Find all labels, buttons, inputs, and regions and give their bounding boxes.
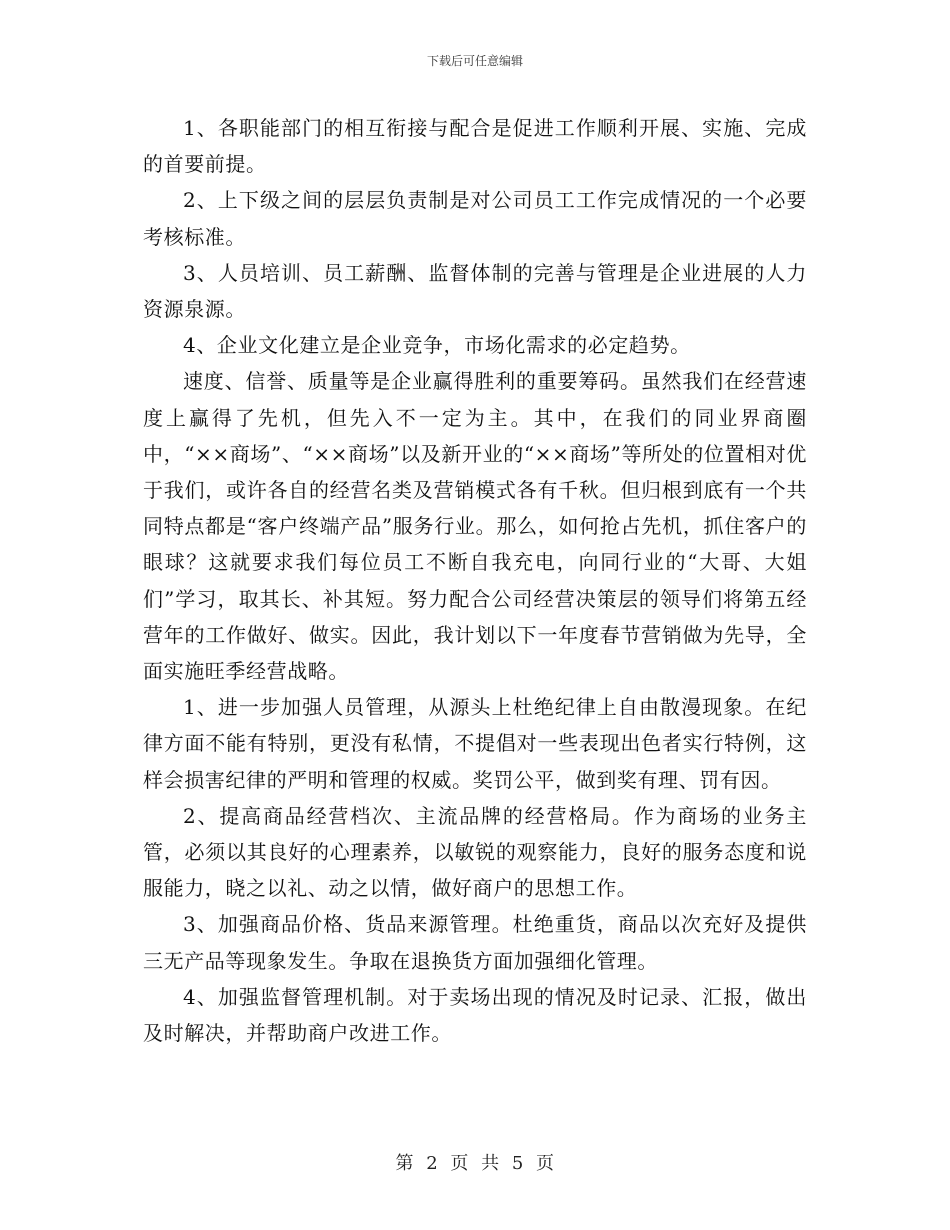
document-body [143,110,807,1051]
paragraph-6: 1、进一步加强人员管理，从源头上杜绝纪律上自由散漫现象。在纪律方面不能有特别，更没有私情，不提倡对一些表现出色者实行特例，这样会损害纪律的严明和管理的权威。奖罚公平，做到奖有理、罚有因。 [143,695,807,792]
paragraph-7: 2、提高商品经营档次、主流品牌的经营格局。作为商场的业务主管，必须以其良好的心理素养，以敏锐的观察能力，良好的服务态度和说服能力，晓之以礼、动之以情，做好商户的思想工作。 [143,803,807,901]
footer-total-label: 页 [536,1153,555,1174]
paragraph-4: 4、企业文化建立是企业竞争，市场化需求的必定趋势。 [183,333,691,358]
paragraph-3: 3、人员培训、员工薪酬、监督体制的完善与管理是企业进展的人力资源泉源。 [143,260,807,322]
footer-prefix: 第 [395,1153,414,1174]
current-page-number: 2 [426,1153,439,1174]
paragraph-8: 3、加强商品价格、货品来源管理。杜绝重货，商品以次充好及提供三无产品等现象发生。争取在退换货方面加强细化管理。 [143,912,807,973]
page-number-footer [0,1153,950,1175]
paragraph-9: 4、加强监督管理机制。对于卖场出现的情况及时记录、汇报，做出及时解决，并帮助商户改进工作。 [143,984,807,1046]
paragraph-5: 速度、信誉、质量等是企业赢得胜利的重要筹码。虽然我们在经营速度上赢得了先机，但先入不一定为主。其中，在我们的同业界商圈中，“××商场”、“××商场”以及新开业的“××商场”等所处的位置相对优于我们，或许各自的经营名类及营销模式各有千秋。但归根到底有一个共同特点都是“客户终端产品”服务行业。那么，如何抢占先机，抓住客户的眼球？这就要求我们每位员工不断自我充电，向同行业的“大哥、大姐们”学习，取其长、补其短。努力配合公司经营决策层的领导们将第五经营年的工作做好、做实。因此，我计划以下一年度春节营销做为先导，全面实施旺季经营战略。 [143,369,807,684]
paragraph-1: 1、各职能部门的相互衔接与配合是促进工作顺利开展、实施、完成的首要前提。 [143,116,807,177]
paragraph-2: 2、上下级之间的层层负责制是对公司员工工作完成情况的一个必要考核标准。 [143,188,807,249]
page-header: 下载后可任意编辑 [426,54,523,68]
total-page-count: 5 [511,1153,524,1174]
footer-page-label: 页 [450,1153,469,1174]
footer-total-prefix: 共 [481,1153,500,1174]
